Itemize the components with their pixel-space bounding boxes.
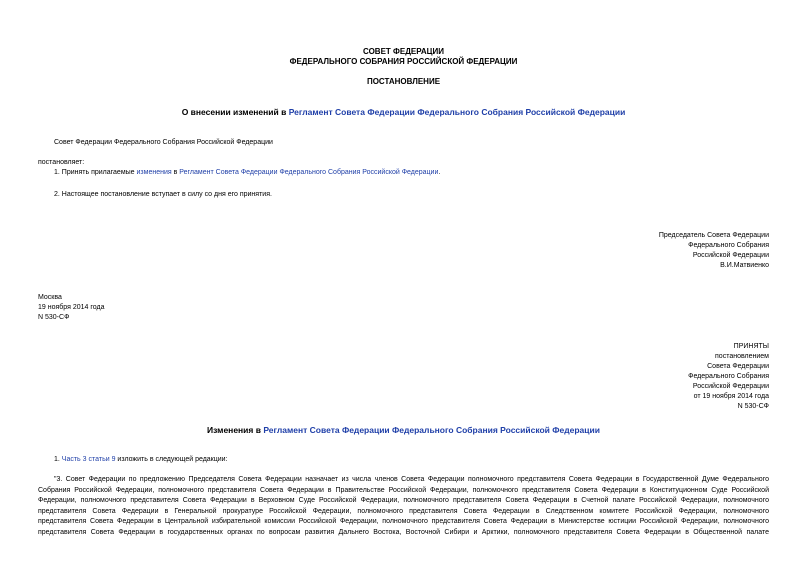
changes-regulation-link[interactable]: Регламент Совета Федерации Федерального Собрания Российской Федерации (263, 425, 600, 435)
changes-title (0, 425, 807, 435)
quote-line: "3. Совет Федерации по предложению Председателя Совета Федерации назначает из числа членов Совета Федерации полномочного представителя Совета Федерации в Государственной Думе Федерального (54, 476, 769, 483)
adopted-line4: Федерального Собрания (688, 373, 769, 380)
changes-item-1 (54, 455, 228, 465)
date: 19 ноября 2014 года (38, 304, 105, 311)
org-name-line2: ФЕДЕРАЛЬНОГО СОБРАНИЯ РОССИЙСКОЙ ФЕДЕРАЦИИ (289, 57, 518, 66)
changes-link[interactable]: изменения (136, 169, 172, 176)
document-number: N 530-СФ (38, 314, 70, 321)
signatory-name: В.И.Матвиенко (720, 262, 769, 269)
changes-item1-suffix: изложить в следующей редакции: (115, 456, 228, 463)
issuer-text: Совет Федерации Федерального Собрания Российской Федерации (54, 139, 273, 146)
part-3-link[interactable]: Часть 3 (61, 456, 87, 463)
item1-suffix: . (438, 169, 441, 176)
regulation-link[interactable]: Регламент Совета Федерации Федерального Собрания Российской Федерации (288, 107, 626, 117)
quote-line: представителя Совета Федерации в Генеральной прокуратуре Российской Федерации, полномочного представителя Совета Федерации в Следственном комитете Российской Федерации, полномочного (38, 507, 769, 515)
title-prefix: О внесении изменений в (181, 107, 289, 117)
quoted-paragraph (38, 475, 769, 538)
quote-line: Собрания Российской Федерации, полномочного представителя Совета Федерации в Правительстве Российской Федерации, полномочного представителя Совета Федерации в Конституционном Суде Российской (38, 486, 769, 494)
adopted-line7: N 530-СФ (737, 403, 769, 410)
adopted-line2: постановлением (715, 353, 769, 360)
item1-prefix: 1. Принять прилагаемые (54, 169, 137, 176)
item1-middle: в (171, 169, 180, 176)
adopted-line1: ПРИНЯТЫ (733, 343, 769, 350)
changes-title-prefix: Изменения в (207, 425, 264, 435)
quote-line: Федерации, полномочного представителя Совета Федерации в Верховном Суде Российской Федерации, полномочного представителя Совета Федерации в Счетной палате Российской Федерации, полномочного (38, 497, 769, 504)
org-name-line1: СОВЕТ ФЕДЕРАЦИИ (363, 47, 444, 56)
city: Москва (38, 294, 62, 301)
document-type: ПОСТАНОВЛЕНИЕ (366, 77, 441, 86)
changes-item1-prefix: 1. (54, 456, 62, 463)
article-9-link[interactable]: статьи 9 (88, 456, 116, 463)
quote-line: представителя Совета Федерации в Центральной избирательной комиссии Российской Федерации, полномочного представителя Совета Федерации в Министерстве юстиции Российской Федерации, полномочного (38, 518, 769, 525)
adopted-line5: Российской Федерации (692, 383, 769, 390)
signature-line1: Председатель Совета Федерации (658, 232, 769, 239)
regulation-link-2[interactable]: Регламент Совета Федерации Федерального Собрания Российской Федерации (179, 169, 439, 176)
decision-item-2: 2. Настоящее постановление вступает в силу со дня его принятия. (54, 191, 272, 198)
adopted-line3: Совета Федерации (707, 363, 769, 370)
signature-line2: Федерального Собрания (688, 242, 769, 249)
document-title (0, 107, 807, 117)
signature-line3: Российской Федерации (692, 252, 769, 259)
decision-item-1 (54, 168, 440, 178)
quote-line: представителя Совета Федерации в государственных органах по вопросам развития Дальнего Востока, Восточной Сибири и Арктики, полномочного представителя Совета Федерации в Общественной палате (38, 528, 769, 536)
adopted-line6: от 19 ноября 2014 года (693, 393, 769, 400)
decides-text: постановляет: (38, 159, 85, 166)
